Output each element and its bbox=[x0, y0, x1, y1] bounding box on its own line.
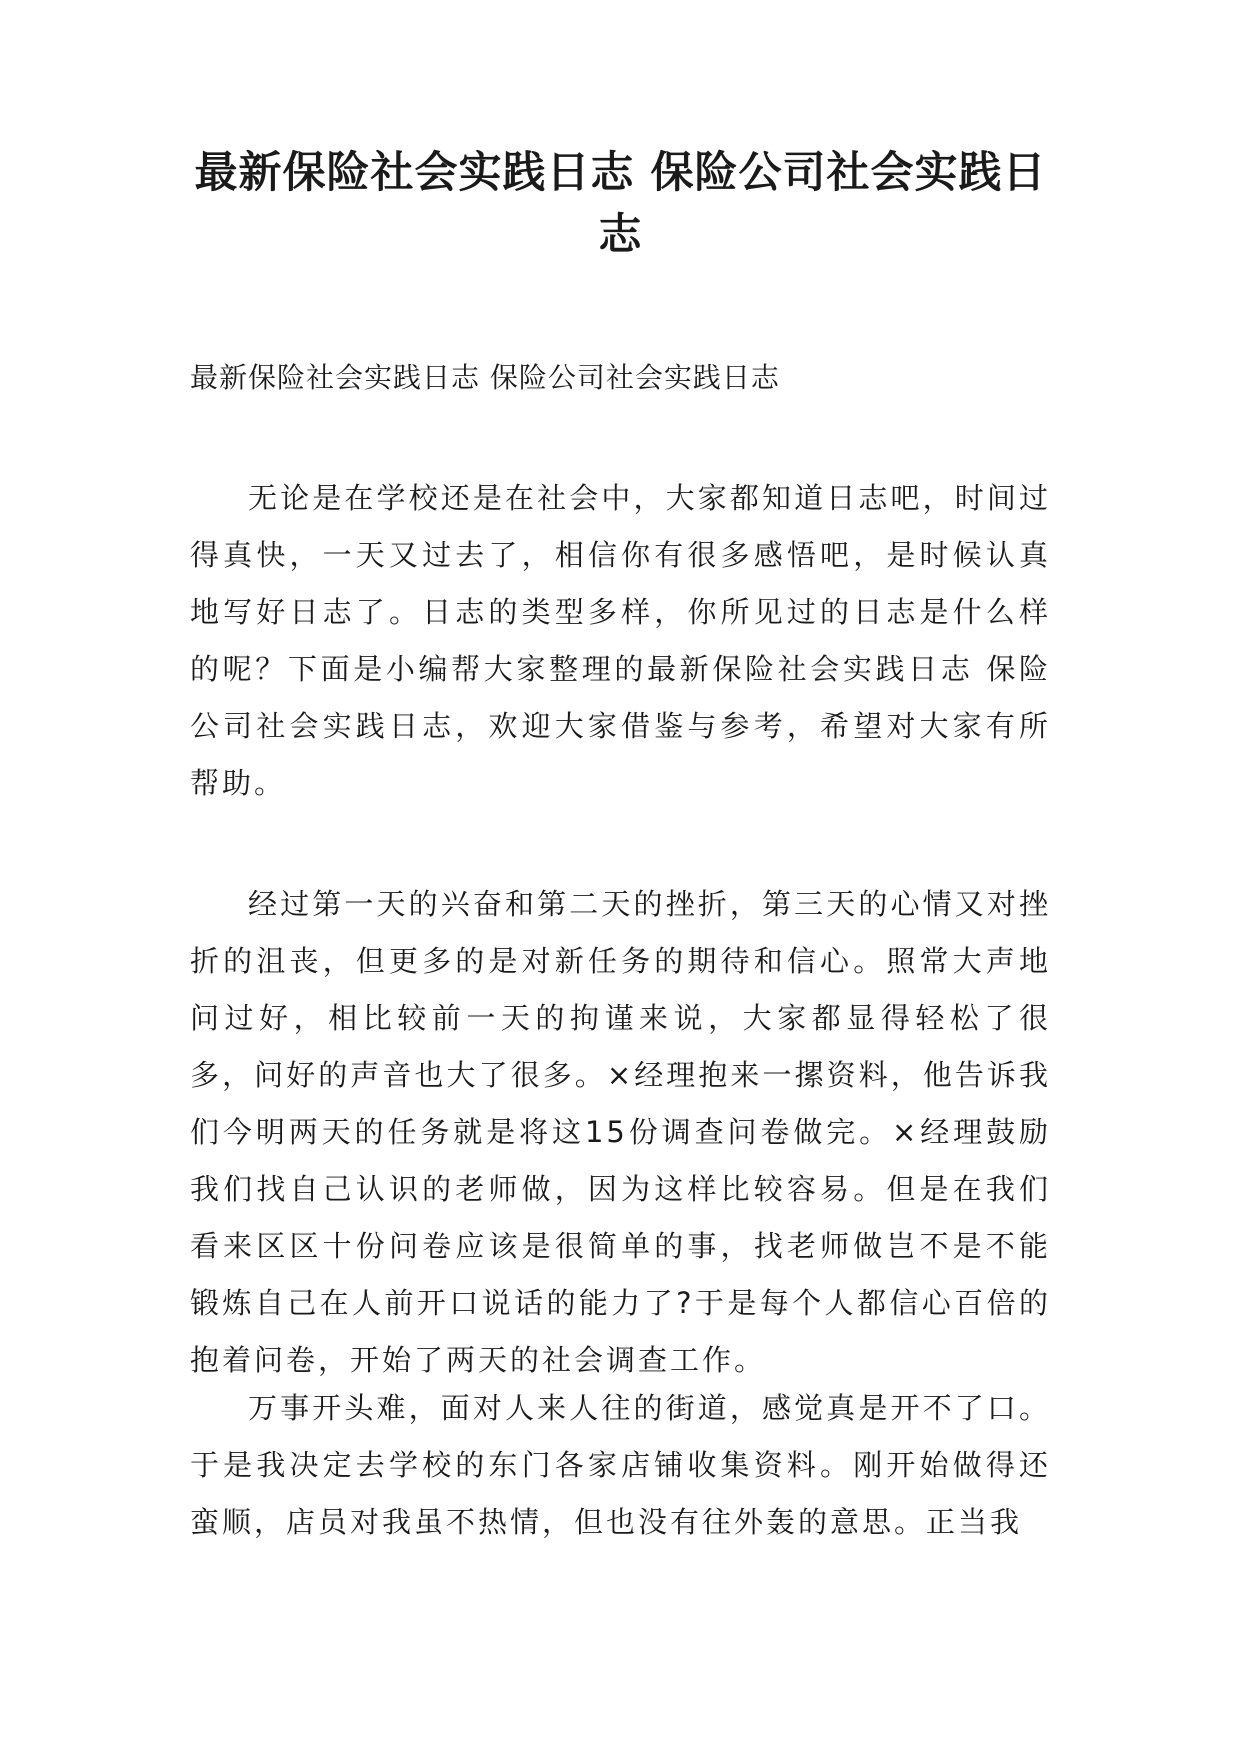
body-paragraph: 万事开头难，面对人来人往的街道，感觉真是开不了口。于是我决定去学校的东门各家店铺收集资料。刚开始做得还蛮顺，店员对我虽不热情，但也没有往外轰的意思。正当我 bbox=[190, 1391, 1051, 1539]
intro-paragraph: 无论是在学校还是在社会中，大家都知道日志吧，时间过得真快，一天又过去了，相信你有很多感悟吧，是时候认真地写好日志了。日志的类型多样，你所见过的日志是什么样的呢？下面是小编帮大家整理的最新保险社会实践日志 保险公司社会实践日志，欢迎大家借鉴与参考，希望对大家有所帮助。 bbox=[190, 481, 1051, 800]
document-title: 最新保险社会实践日志 保险公司社会实践日志 bbox=[194, 148, 1047, 260]
document-subtitle: 最新保险社会实践日志 保险公司社会实践日志 bbox=[190, 361, 780, 394]
body-paragraph: 经过第一天的兴奋和第二天的挫折，第三天的心情又对挫折的沮丧，但更多的是对新任务的期待和信心。照常大声地问过好，相比较前一天的拘谨来说，大家都显得轻松了很多，问好的声音也大了很多。×经理抱来一摞资料，他告诉我们今明两天的任务就是将这15份调查问卷做完。×经理鼓励我们找自己认识的老师做，因为这样比较容易。但是在我们看来区区十份问卷应该是很简单的事，找老师做岂不是不能锻炼自己在人前开口说话的能力了?于是每个人都信心百倍的抱着问卷，开始了两天的社会调查工作。 bbox=[190, 887, 1051, 1377]
